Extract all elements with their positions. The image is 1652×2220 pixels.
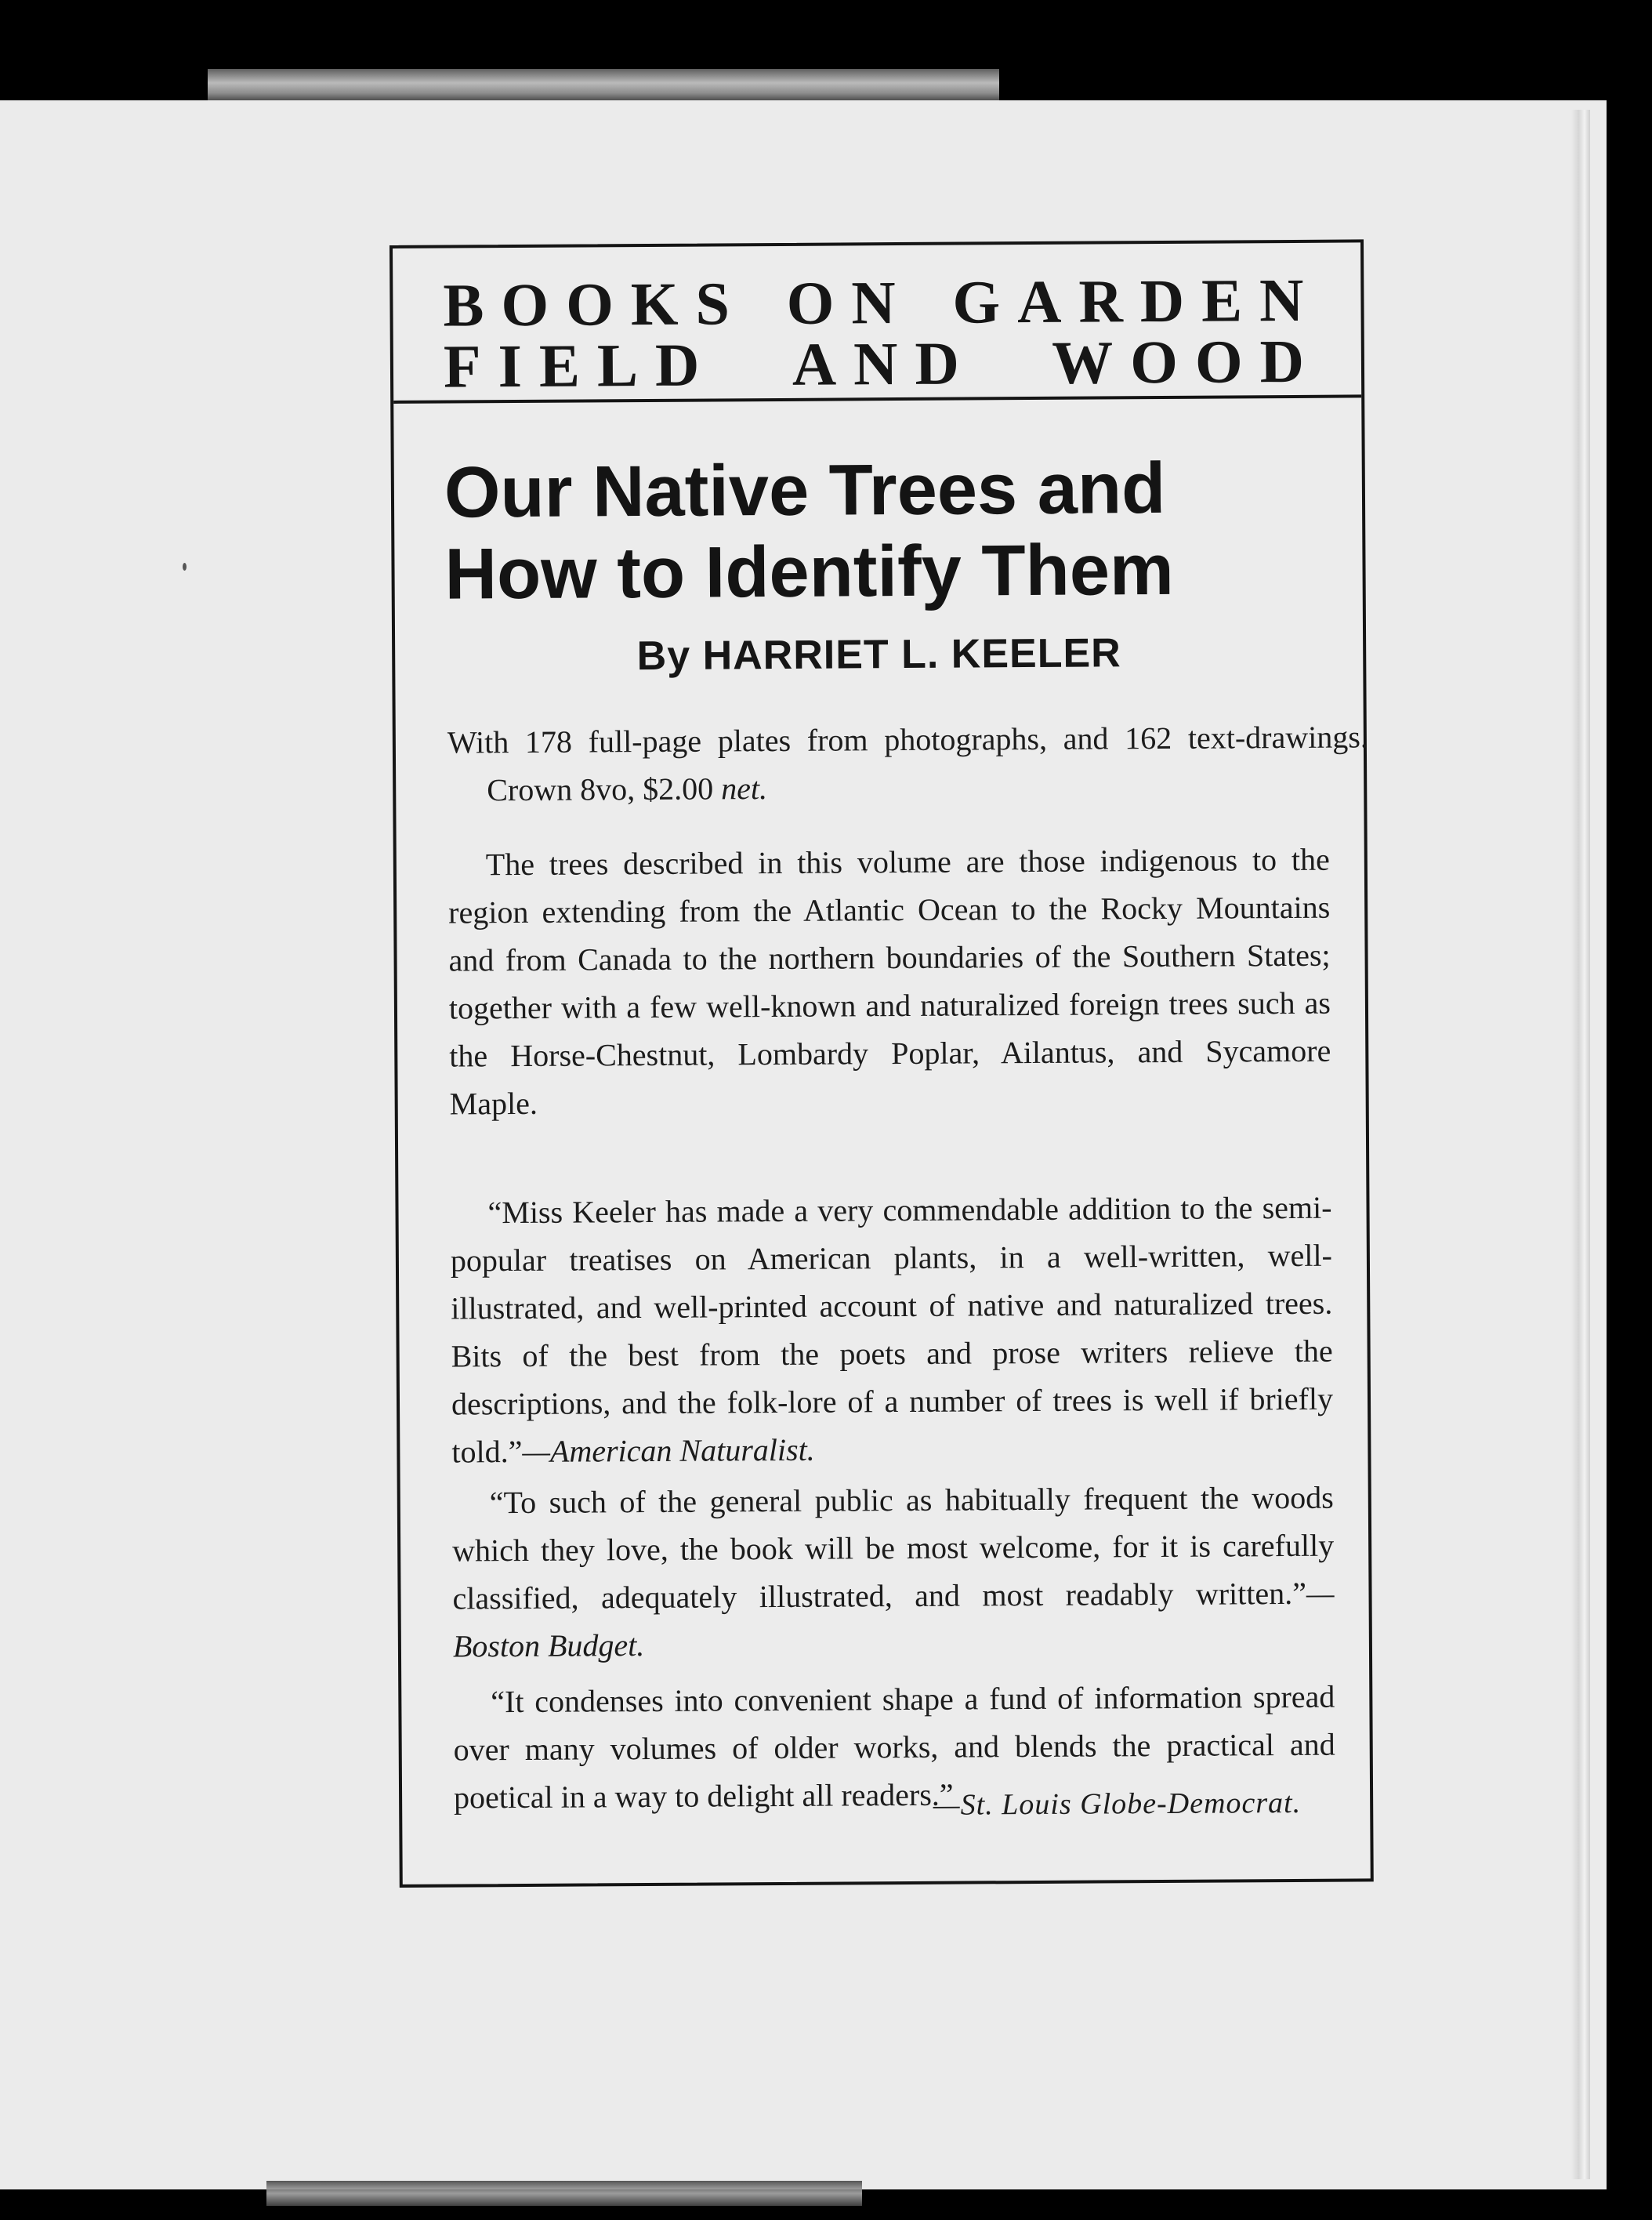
review-source: —Boston Budget. — [452, 1575, 1335, 1664]
book-description: The trees described in this volume are those indigenous to the region extending from the Atlantic Ocean to the Rocky Mountains and from Canada to the northern boundaries of the Southern States; together with a few well-known and naturalized foreign trees such as the Horse-Chestnut, Lombardy Poplar, Ailantus, and Sycamore Maple. — [448, 841, 1331, 1122]
print-speck — [183, 563, 187, 571]
header-word: ON — [786, 267, 913, 337]
book-binding-bottom — [266, 2181, 862, 2206]
header-word: WOOD — [1051, 326, 1322, 397]
series-header-line-2 — [443, 326, 1322, 401]
page-edge — [1571, 110, 1590, 2179]
review-source: —St. Louis Globe-Democrat. — [933, 1786, 1302, 1822]
review-text: “It condenses into convenient shape a fund of information spread over many volumes of older works, and blends the practical and poetical in a way to delight all readers.” — [453, 1678, 1335, 1816]
book-title-line-2: How to Identify Them — [444, 529, 1175, 615]
series-header-line-1 — [443, 265, 1321, 339]
header-word: AND — [792, 328, 977, 398]
review-text: “To such of the general public as habitually frequent the woods which they love, the book will be most welcome, for it is carefully classified, adequately illustrated, and most readably written.” — [452, 1479, 1335, 1616]
book-title — [444, 447, 1323, 615]
review-quote — [452, 1474, 1335, 1670]
review-text: “Miss Keeler has made a very commendable addition to the semi-popular treatises on American plants, in a well-written, well-illustrated, and well-printed account of native and naturalized trees. Bits of the best from the poets and prose writers relieve the descriptions, and the folk-lore of a number of trees is well if briefly told.” — [450, 1189, 1334, 1470]
header-word: FIELD — [443, 330, 717, 401]
author-byline: By HARRIET L. KEELER — [636, 630, 1121, 680]
series-header — [393, 242, 1361, 404]
review-source: —American Naturalist. — [522, 1431, 815, 1469]
header-word: GARDEN — [952, 265, 1321, 336]
price-net: net. — [720, 771, 768, 807]
review-quote — [450, 1184, 1333, 1476]
book-binding-top — [208, 69, 999, 103]
book-specs-text: With 178 full-page plates from photographs, and 162 text-drawings. Crown 8vo, $2.00 — [447, 719, 1368, 808]
header-word: BOOKS — [443, 269, 748, 339]
book-title-line-1: Our Native Trees and — [444, 448, 1166, 533]
book-specs — [447, 713, 1369, 814]
advertisement-box — [389, 239, 1374, 1888]
